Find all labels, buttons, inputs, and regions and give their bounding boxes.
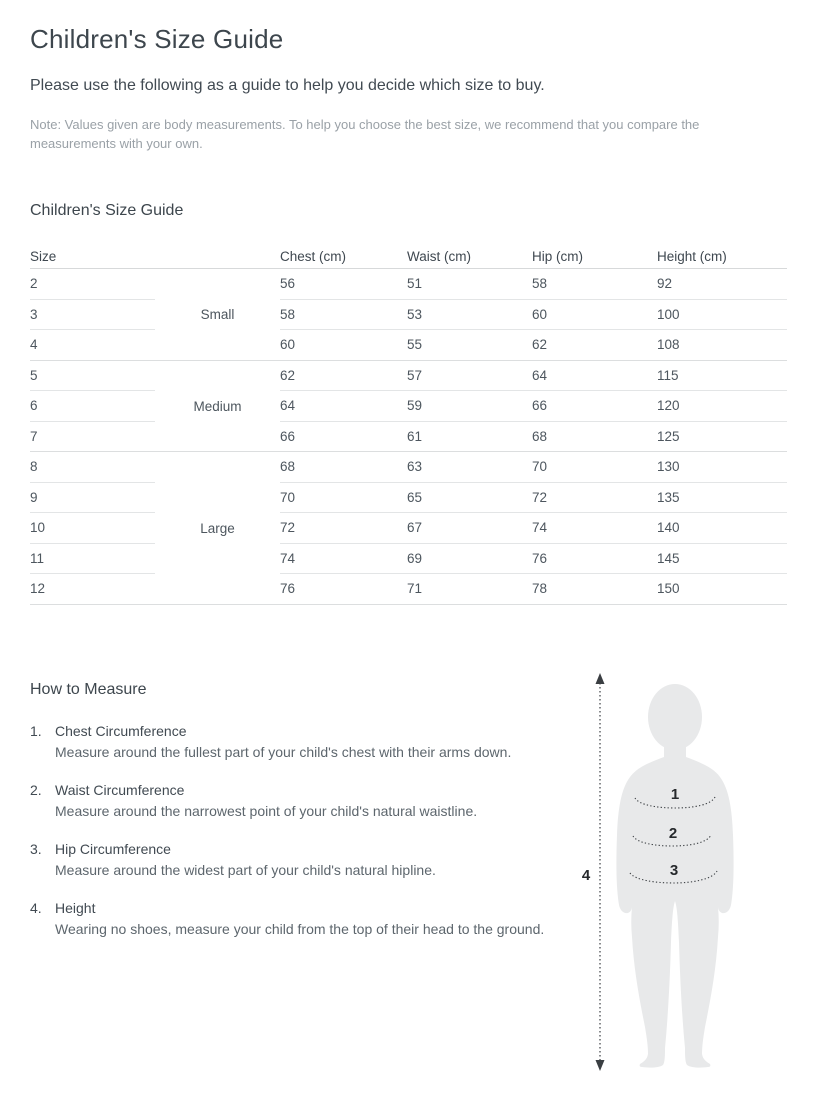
how-to-measure-title: How to Measure	[30, 680, 147, 698]
chest-cell: 66	[280, 422, 407, 453]
size-cell: 4	[30, 330, 155, 361]
chest-cell: 76	[280, 574, 407, 605]
height-arrow	[582, 673, 605, 1071]
waist-cell: 51	[407, 269, 532, 300]
table-row	[30, 483, 787, 514]
waist-cell: 69	[407, 544, 532, 575]
item-label: Waist Circumference	[55, 781, 185, 798]
how-to-measure-text	[30, 667, 567, 1107]
size-cell: 8	[30, 452, 155, 483]
item-number: 4.	[30, 899, 42, 916]
table-row	[30, 391, 787, 422]
column-header-group	[155, 244, 280, 269]
group-cell	[155, 483, 280, 514]
item-description: Measure around the fullest part of your child's chest with their arms down.	[55, 743, 512, 760]
item-label: Height	[55, 899, 96, 916]
table-row	[30, 513, 787, 544]
group-cell	[155, 330, 280, 361]
waist-cell: 63	[407, 452, 532, 483]
waist-cell: 59	[407, 391, 532, 422]
waist-cell: 67	[407, 513, 532, 544]
group-cell	[155, 452, 280, 483]
intro-text: Please use the following as a guide to help you decide which size to buy.	[30, 77, 545, 94]
waist-cell: 55	[407, 330, 532, 361]
hip-cell: 58	[532, 269, 657, 300]
hip-cell: 72	[532, 483, 657, 514]
group-cell: Large	[200, 520, 235, 536]
table-row	[30, 361, 787, 392]
item-label: Hip Circumference	[55, 840, 171, 857]
chest-cell: 62	[280, 361, 407, 392]
height-cell: 145	[657, 544, 787, 575]
arrow-down-icon	[596, 1060, 605, 1071]
table-header-row	[30, 244, 787, 269]
table-row	[30, 574, 787, 605]
table-row	[30, 330, 787, 361]
waist-cell: 61	[407, 422, 532, 453]
group-cell: Small	[200, 307, 235, 323]
height-cell: 135	[657, 483, 787, 514]
hip-cell: 70	[532, 452, 657, 483]
height-number-label: 4	[581, 866, 591, 884]
item-number: 2.	[30, 781, 42, 798]
item-description: Wearing no shoes, measure your child from the top of their head to the ground.	[55, 920, 545, 937]
chest-cell: 60	[280, 330, 407, 361]
item-number: 1.	[30, 722, 42, 739]
measure-list	[30, 721, 567, 940]
size-cell: 6	[30, 391, 155, 422]
table-row	[30, 269, 787, 300]
size-cell: 7	[30, 422, 155, 453]
column-header-hip: Hip (cm)	[532, 244, 657, 269]
item-description: Measure around the narrowest point of your child's natural waistline.	[55, 802, 478, 819]
hip-cell: 60	[532, 300, 657, 331]
size-cell: 9	[30, 483, 155, 514]
item-number: 3.	[30, 840, 42, 857]
waist-cell: 57	[407, 361, 532, 392]
measurement-figure	[567, 667, 787, 1107]
size-table	[30, 244, 787, 605]
height-cell: 140	[657, 513, 787, 544]
column-header-chest: Chest (cm)	[280, 244, 407, 269]
table-row	[30, 452, 787, 483]
group-cell	[155, 422, 280, 453]
height-cell: 100	[657, 300, 787, 331]
size-cell: 5	[30, 361, 155, 392]
waist-cell: 65	[407, 483, 532, 514]
group-cell	[155, 574, 280, 605]
item-label: Chest Circumference	[55, 722, 187, 739]
chest-cell: 64	[280, 391, 407, 422]
waist-number-label: 2	[668, 824, 678, 842]
table-row	[30, 544, 787, 575]
height-cell: 92	[657, 269, 787, 300]
height-cell: 120	[657, 391, 787, 422]
waist-cell: 53	[407, 300, 532, 331]
chest-cell: 74	[280, 544, 407, 575]
group-cell	[155, 544, 280, 575]
size-cell: 2	[30, 269, 155, 300]
height-cell: 130	[657, 452, 787, 483]
hip-cell: 76	[532, 544, 657, 575]
chest-cell: 68	[280, 452, 407, 483]
hip-cell: 78	[532, 574, 657, 605]
hip-number-label: 3	[669, 861, 679, 879]
height-cell: 108	[657, 330, 787, 361]
page-title: Children's Size Guide	[30, 24, 284, 54]
table-row	[30, 422, 787, 453]
chest-cell: 70	[280, 483, 407, 514]
chest-cell: 56	[280, 269, 407, 300]
group-cell: Medium	[193, 398, 242, 414]
list-item	[30, 780, 567, 822]
height-cell: 125	[657, 422, 787, 453]
hip-cell: 68	[532, 422, 657, 453]
hip-cell: 62	[532, 330, 657, 361]
column-header-height: Height (cm)	[657, 244, 787, 269]
group-cell	[155, 361, 280, 392]
group-cell	[155, 269, 280, 300]
chest-number-label: 1	[670, 785, 680, 803]
table-row	[30, 300, 787, 331]
child-silhouette-figure	[567, 667, 787, 1107]
size-table-section	[30, 202, 787, 605]
item-description: Measure around the widest part of your child's natural hipline.	[55, 861, 436, 878]
list-item	[30, 721, 567, 763]
table-section-title: Children's Size Guide	[30, 202, 184, 219]
column-header-size: Size	[30, 244, 155, 269]
list-item	[30, 839, 567, 881]
column-header-waist: Waist (cm)	[407, 244, 532, 269]
note-text: Note: Values given are body measurements. To help you choose the best size, we recommend that you compare the measurements with your own.	[30, 117, 700, 151]
arrow-up-icon	[596, 673, 605, 684]
hip-cell: 64	[532, 361, 657, 392]
size-cell: 12	[30, 574, 155, 605]
chest-cell: 72	[280, 513, 407, 544]
height-cell: 115	[657, 361, 787, 392]
size-cell: 10	[30, 513, 155, 544]
waist-cell: 71	[407, 574, 532, 605]
hip-cell: 74	[532, 513, 657, 544]
hip-cell: 66	[532, 391, 657, 422]
list-item	[30, 898, 567, 940]
how-to-measure-section	[30, 667, 787, 1107]
height-cell: 150	[657, 574, 787, 605]
size-cell: 11	[30, 544, 155, 575]
size-cell: 3	[30, 300, 155, 331]
chest-cell: 58	[280, 300, 407, 331]
